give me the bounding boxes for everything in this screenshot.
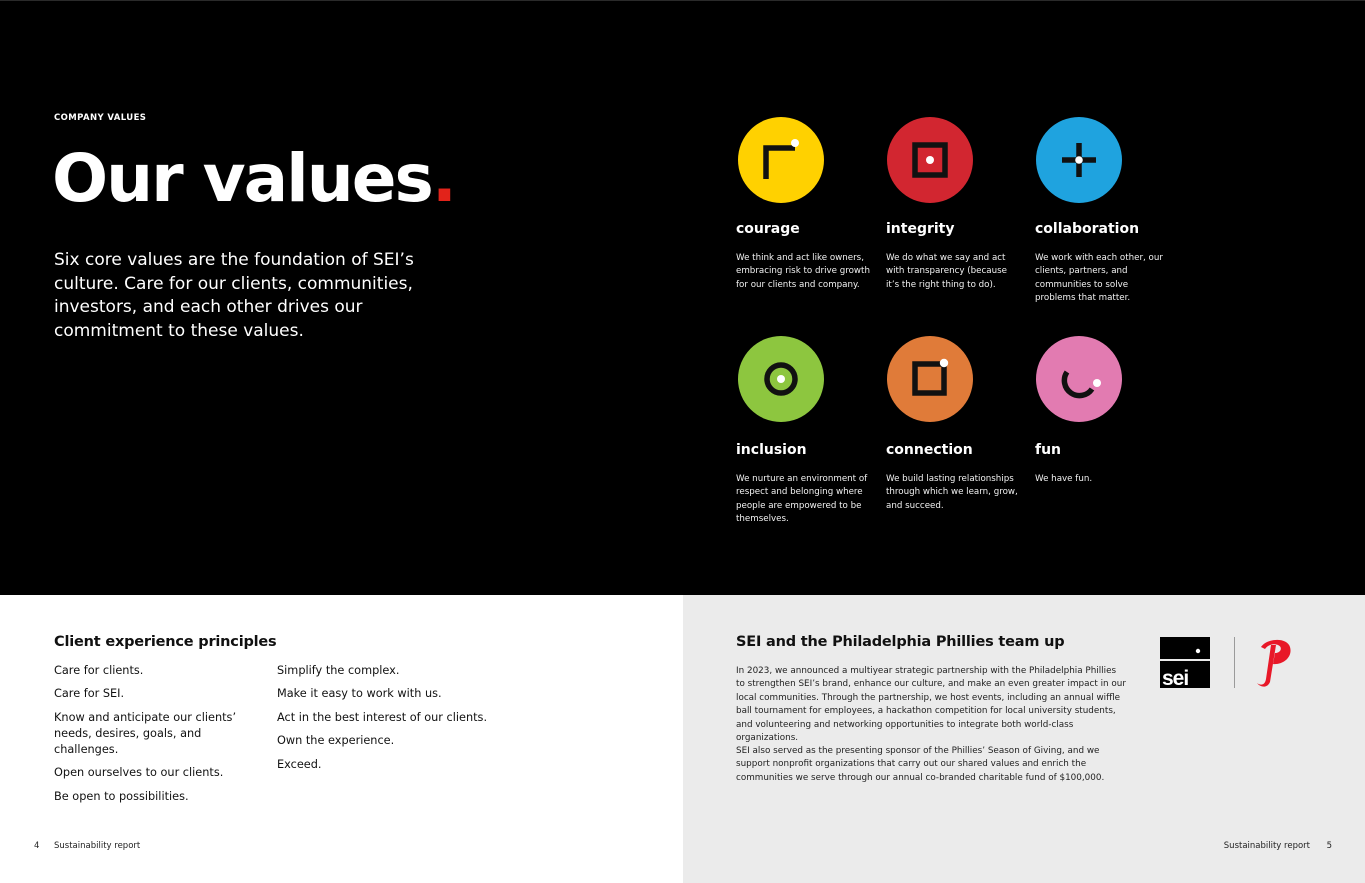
phillies-paragraph-1: In 2023, we announced a multiyear strategic partnership with the Philadelphia Phillies to strengthen SEI’s brand, enhance our culture, and make an even greater impact in our local communities. Through the partnership, we host events, including an annual wiffle ball tournament for employees, a hackathon competition for local university students, and volunteering and networking opportunities to integrate both world-class organizations. — [736, 666, 1126, 744]
principles-list-1 — [54, 663, 264, 812]
principle-item: Care for clients. — [54, 664, 144, 677]
page-number-left: 4 — [34, 841, 40, 851]
inclusion-icon — [738, 336, 824, 422]
value-name-inclusion: inclusion — [736, 442, 807, 458]
courage-icon — [738, 117, 824, 203]
principles-title: Client experience principles — [54, 634, 277, 650]
footer-left — [34, 841, 140, 851]
footer-label-right: Sustainability report — [1223, 841, 1310, 851]
value-desc-integrity: We do what we say and act with transparency (because it’s the right thing to do). — [886, 253, 1008, 290]
fun-icon — [1036, 336, 1122, 422]
value-desc-inclusion: We nurture an environment of respect and belonging where people are empowered to be themselves. — [736, 474, 868, 525]
principle-item: Care for SEI. — [54, 687, 125, 701]
phillies-partnership-section — [683, 595, 1365, 883]
title-dot: . — [431, 140, 455, 217]
intro-paragraph: Six core values are the foundation of SEI’s culture. Care for our clients, communities, investors, and each other drives our commitment to these values. — [54, 250, 414, 341]
principle-item: Be open to possibilities. — [54, 789, 189, 803]
page-number-right: 5 — [1326, 841, 1332, 851]
phillies-paragraph-2: SEI also served as the presenting sponsor of the Phillies’ Season of Giving, and we support nonprofit organizations that carry out our shared values and enrich the communities we serve through our annual co-branded charitable fund of $100,000. — [736, 746, 1105, 783]
phillies-logo — [1253, 635, 1295, 691]
principle-item: Act in the best interest of our clients. — [277, 710, 488, 724]
section-eyebrow: COMPANY VALUES — [54, 113, 147, 123]
value-name-fun: fun — [1035, 442, 1062, 458]
principle-item: Simplify the complex. — [277, 664, 400, 677]
phillies-title: SEI and the Philadelphia Phillies team up — [736, 634, 1065, 650]
principle-item: Open ourselves to our clients. — [54, 766, 224, 780]
principle-item: Know and anticipate our clients’ needs, desires, goals, and challenges. — [54, 710, 237, 756]
value-name-integrity: integrity — [886, 221, 955, 237]
footer-label-left: Sustainability report — [54, 841, 141, 851]
footer-right — [1224, 841, 1332, 851]
svg-text:sei: sei — [1162, 667, 1189, 688]
value-desc-courage: We think and act like owners, embracing risk to drive growth for our clients and company. — [736, 253, 870, 290]
value-name-connection: connection — [886, 442, 973, 458]
value-name-collaboration: collaboration — [1035, 221, 1140, 237]
page-title — [52, 139, 455, 219]
value-desc-connection: We build lasting relationships through which we learn, grow, and succeed. — [886, 474, 1018, 511]
connection-icon — [887, 336, 973, 422]
principles-list-2 — [277, 663, 517, 780]
integrity-icon — [887, 117, 973, 203]
value-name-courage: courage — [736, 221, 800, 237]
principle-item: Exceed. — [277, 757, 322, 771]
collaboration-icon — [1036, 117, 1122, 203]
client-principles-section — [0, 595, 683, 883]
page-title-text: Our values — [52, 140, 432, 217]
principle-item: Own the experience. — [277, 734, 395, 748]
principle-item: Make it easy to work with us. — [277, 687, 442, 701]
sei-logo — [1160, 637, 1210, 688]
value-desc-fun: We have fun. — [1035, 474, 1093, 484]
value-desc-collaboration: We work with each other, our clients, partners, and communities to solve problems that matter. — [1035, 253, 1163, 304]
logo-divider — [1234, 637, 1235, 688]
